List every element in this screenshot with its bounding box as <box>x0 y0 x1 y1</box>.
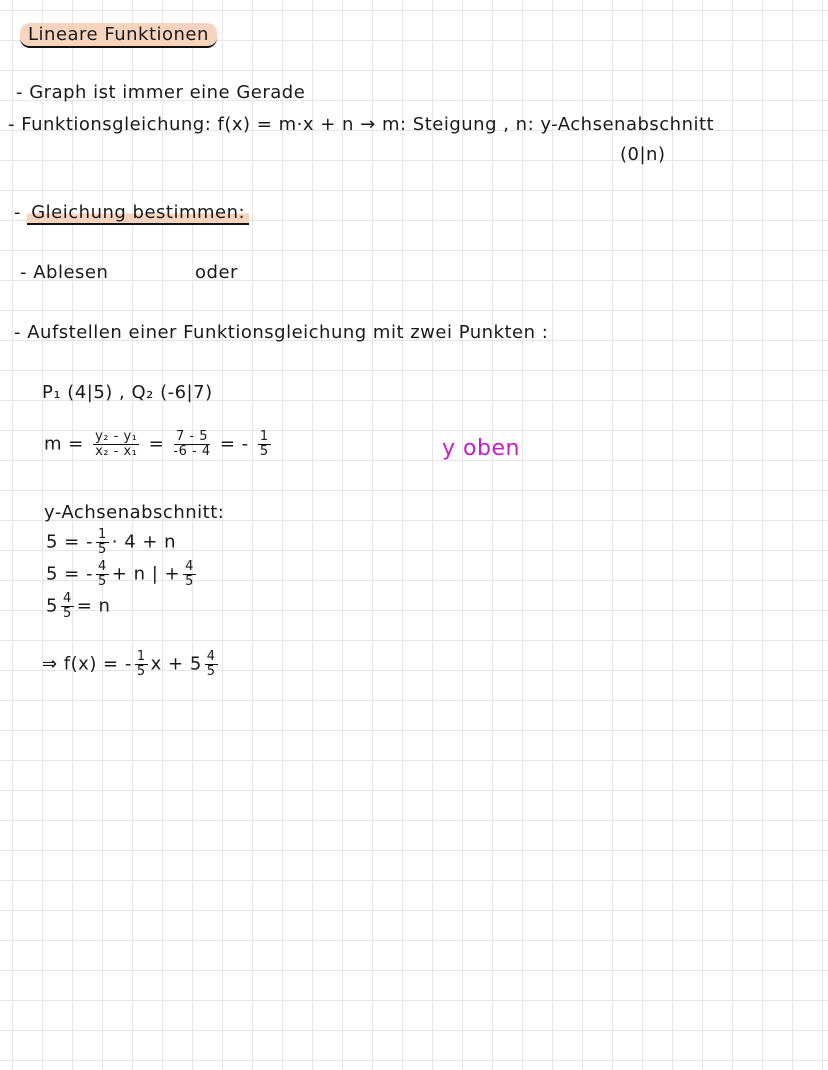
fraction: $\frac{4}{5}$ <box>206 649 216 679</box>
fraction: $\frac{4}{5}$ <box>62 591 72 621</box>
page-title: Lineare Funktionen <box>20 24 217 45</box>
fraction: $\frac{4}{5}$ <box>185 559 194 589</box>
fraction: $\frac{4}{5}$ <box>97 559 107 589</box>
aufstellen-item: - Aufstellen einer Funktionsgleichung mit zwei Punkten : <box>14 322 549 343</box>
ablesen-item: - Ablesen <box>20 262 109 283</box>
intercept-point: (0|n) <box>620 144 666 165</box>
pink-note: y oben <box>442 436 520 461</box>
fraction: $\frac{1}{5}$ <box>97 527 107 557</box>
intercept-line-3: 5 $\frac{4}{5}$ = n <box>46 591 111 621</box>
section-heading: - Gleichung bestimmen: <box>14 202 249 223</box>
intercept-line-2: 5 = - $\frac{4}{5}$ + n | + $\frac{4}{5}$ <box>46 559 194 589</box>
intercept-heading: y-Achsenabschnitt: <box>44 502 225 523</box>
bullet-graph: - Graph ist immer eine Gerade <box>16 82 306 103</box>
slope-equation: m = $\frac{\text{y₂ - y₁}}{\text{x₂ - x₁}}$ = $\frac{7 - 5}{-6 - 4}$ = - $\frac{1}{5}$ <box>44 429 269 459</box>
fraction: $\frac{1}{5}$ <box>136 649 146 679</box>
bullet-funktionsgleichung: - Funktionsgleichung: f(x) = m·x + n → m: Steigung , n: y-Achsenabschnitt <box>8 114 715 135</box>
given-points: P₁ (4|5) , Q₂ (-6|7) <box>42 382 213 403</box>
intercept-line-1: 5 = - $\frac{1}{5}$ · 4 + n <box>46 527 177 557</box>
fraction: $\frac{1}{5}$ <box>259 429 269 459</box>
result-equation: ⇒ f(x) = - $\frac{1}{5}$ x + 5 $\frac{4}{5}$ <box>42 649 216 679</box>
fraction: $\frac{7 - 5}{-6 - 4}$ <box>173 429 211 459</box>
fraction: $\frac{\text{y₂ - y₁}}{\text{x₂ - x₁}}$ <box>95 429 138 459</box>
oder-text: oder <box>195 262 238 283</box>
